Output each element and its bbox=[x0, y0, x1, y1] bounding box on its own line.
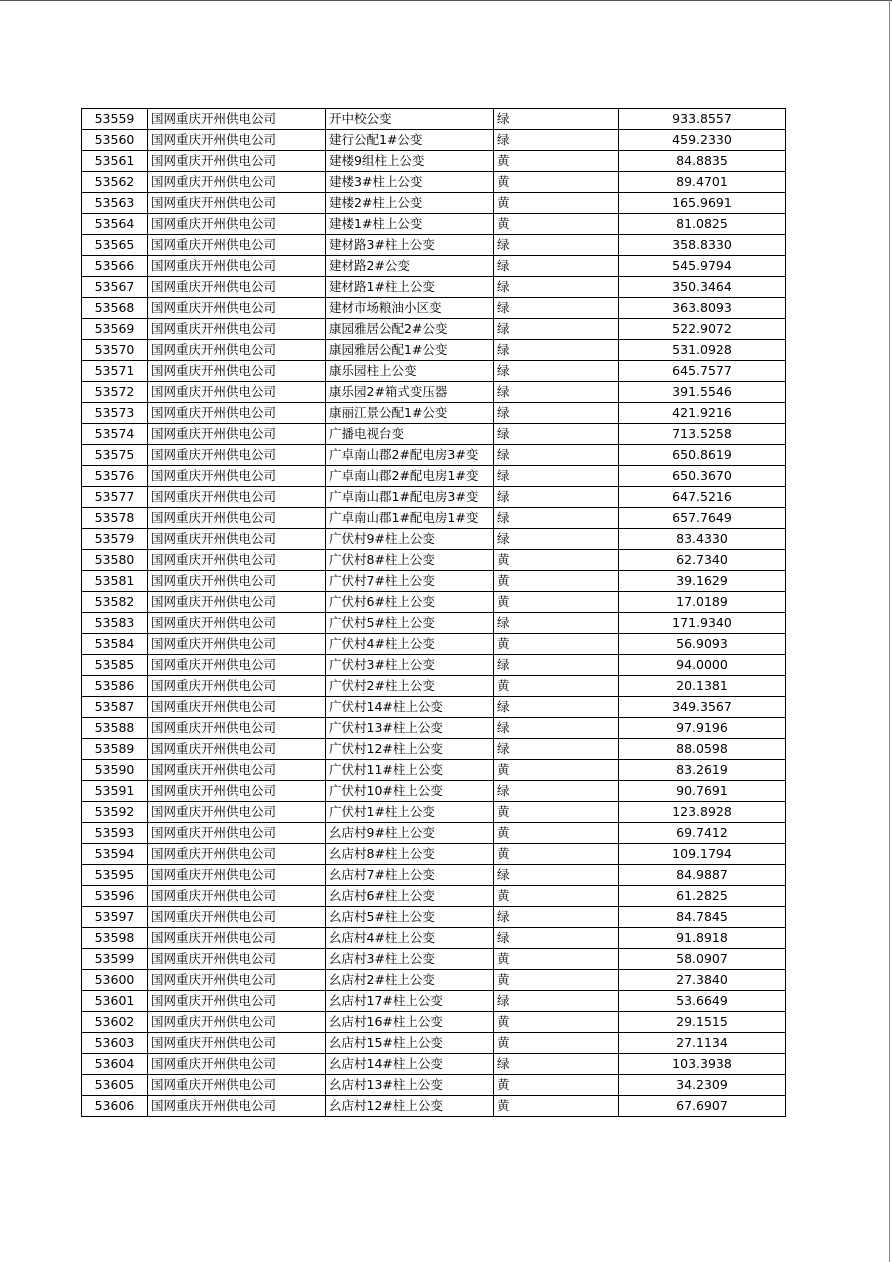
transformer-name-cell: 康乐园柱上公变 bbox=[326, 361, 494, 382]
status-cell: 绿 bbox=[494, 235, 619, 256]
table-row bbox=[82, 382, 786, 403]
company-cell: 国网重庆开州供电公司 bbox=[148, 697, 326, 718]
table-row bbox=[82, 109, 786, 130]
table-row bbox=[82, 550, 786, 571]
status-cell: 黄 bbox=[494, 676, 619, 697]
status-cell: 黄 bbox=[494, 151, 619, 172]
company-cell: 国网重庆开州供电公司 bbox=[148, 760, 326, 781]
transformer-name-cell: 康丽江景公配1#公变 bbox=[326, 403, 494, 424]
row-id-cell: 53593 bbox=[82, 823, 148, 844]
row-id-cell: 53569 bbox=[82, 319, 148, 340]
status-cell: 绿 bbox=[494, 109, 619, 130]
value-cell: 27.3840 bbox=[619, 970, 786, 991]
transformer-name-cell: 幺店村7#柱上公变 bbox=[326, 865, 494, 886]
row-id-cell: 53597 bbox=[82, 907, 148, 928]
company-cell: 国网重庆开州供电公司 bbox=[148, 739, 326, 760]
transformer-name-cell: 建行公配1#公变 bbox=[326, 130, 494, 151]
row-id-cell: 53575 bbox=[82, 445, 148, 466]
row-id-cell: 53586 bbox=[82, 676, 148, 697]
value-cell: 91.8918 bbox=[619, 928, 786, 949]
status-cell: 绿 bbox=[494, 340, 619, 361]
value-cell: 83.4330 bbox=[619, 529, 786, 550]
company-cell: 国网重庆开州供电公司 bbox=[148, 508, 326, 529]
transformer-name-cell: 广伏村14#柱上公变 bbox=[326, 697, 494, 718]
status-cell: 黄 bbox=[494, 1075, 619, 1096]
table-row bbox=[82, 298, 786, 319]
table-row bbox=[82, 760, 786, 781]
value-cell: 17.0189 bbox=[619, 592, 786, 613]
row-id-cell: 53563 bbox=[82, 193, 148, 214]
status-cell: 黄 bbox=[494, 634, 619, 655]
company-cell: 国网重庆开州供电公司 bbox=[148, 1075, 326, 1096]
row-id-cell: 53598 bbox=[82, 928, 148, 949]
transformer-name-cell: 幺店村3#柱上公变 bbox=[326, 949, 494, 970]
company-cell: 国网重庆开州供电公司 bbox=[148, 529, 326, 550]
table-row bbox=[82, 991, 786, 1012]
value-cell: 56.9093 bbox=[619, 634, 786, 655]
table-row bbox=[82, 466, 786, 487]
row-id-cell: 53585 bbox=[82, 655, 148, 676]
status-cell: 绿 bbox=[494, 655, 619, 676]
row-id-cell: 53576 bbox=[82, 466, 148, 487]
table-row bbox=[82, 865, 786, 886]
transformer-name-cell: 幺店村17#柱上公变 bbox=[326, 991, 494, 1012]
value-cell: 171.9340 bbox=[619, 613, 786, 634]
transformer-name-cell: 幺店村2#柱上公变 bbox=[326, 970, 494, 991]
value-cell: 545.9794 bbox=[619, 256, 786, 277]
status-cell: 黄 bbox=[494, 172, 619, 193]
row-id-cell: 53596 bbox=[82, 886, 148, 907]
company-cell: 国网重庆开州供电公司 bbox=[148, 172, 326, 193]
status-cell: 绿 bbox=[494, 487, 619, 508]
company-cell: 国网重庆开州供电公司 bbox=[148, 634, 326, 655]
value-cell: 391.5546 bbox=[619, 382, 786, 403]
status-cell: 绿 bbox=[494, 613, 619, 634]
status-cell: 绿 bbox=[494, 907, 619, 928]
value-cell: 713.5258 bbox=[619, 424, 786, 445]
page-top-border bbox=[0, 0, 892, 1]
value-cell: 358.8330 bbox=[619, 235, 786, 256]
status-cell: 黄 bbox=[494, 592, 619, 613]
row-id-cell: 53564 bbox=[82, 214, 148, 235]
row-id-cell: 53587 bbox=[82, 697, 148, 718]
status-cell: 绿 bbox=[494, 130, 619, 151]
transformer-name-cell: 建材市场粮油小区变 bbox=[326, 298, 494, 319]
company-cell: 国网重庆开州供电公司 bbox=[148, 298, 326, 319]
value-cell: 62.7340 bbox=[619, 550, 786, 571]
table-row bbox=[82, 571, 786, 592]
transformer-name-cell: 广伏村9#柱上公变 bbox=[326, 529, 494, 550]
table-row bbox=[82, 739, 786, 760]
table-row bbox=[82, 256, 786, 277]
transformer-name-cell: 建楼9组柱上公变 bbox=[326, 151, 494, 172]
transformer-name-cell: 广伏村5#柱上公变 bbox=[326, 613, 494, 634]
value-cell: 39.1629 bbox=[619, 571, 786, 592]
value-cell: 350.3464 bbox=[619, 277, 786, 298]
company-cell: 国网重庆开州供电公司 bbox=[148, 1033, 326, 1054]
status-cell: 绿 bbox=[494, 256, 619, 277]
status-cell: 黄 bbox=[494, 1096, 619, 1117]
company-cell: 国网重庆开州供电公司 bbox=[148, 466, 326, 487]
table-row bbox=[82, 403, 786, 424]
company-cell: 国网重庆开州供电公司 bbox=[148, 1096, 326, 1117]
table-row bbox=[82, 781, 786, 802]
transformer-name-cell: 广伏村11#柱上公变 bbox=[326, 760, 494, 781]
value-cell: 53.6649 bbox=[619, 991, 786, 1012]
value-cell: 88.0598 bbox=[619, 739, 786, 760]
transformer-name-cell: 幺店村6#柱上公变 bbox=[326, 886, 494, 907]
transformer-name-cell: 广卓南山郡2#配电房1#变 bbox=[326, 466, 494, 487]
company-cell: 国网重庆开州供电公司 bbox=[148, 214, 326, 235]
company-cell: 国网重庆开州供电公司 bbox=[148, 151, 326, 172]
status-cell: 绿 bbox=[494, 529, 619, 550]
value-cell: 531.0928 bbox=[619, 340, 786, 361]
status-cell: 绿 bbox=[494, 361, 619, 382]
transformer-name-cell: 广伏村2#柱上公变 bbox=[326, 676, 494, 697]
status-cell: 黄 bbox=[494, 844, 619, 865]
row-id-cell: 53591 bbox=[82, 781, 148, 802]
table-row bbox=[82, 592, 786, 613]
value-cell: 89.4701 bbox=[619, 172, 786, 193]
company-cell: 国网重庆开州供电公司 bbox=[148, 445, 326, 466]
company-cell: 国网重庆开州供电公司 bbox=[148, 361, 326, 382]
status-cell: 黄 bbox=[494, 760, 619, 781]
company-cell: 国网重庆开州供电公司 bbox=[148, 235, 326, 256]
transformer-name-cell: 开中校公变 bbox=[326, 109, 494, 130]
value-cell: 165.9691 bbox=[619, 193, 786, 214]
status-cell: 黄 bbox=[494, 949, 619, 970]
status-cell: 黄 bbox=[494, 970, 619, 991]
company-cell: 国网重庆开州供电公司 bbox=[148, 424, 326, 445]
status-cell: 绿 bbox=[494, 298, 619, 319]
company-cell: 国网重庆开州供电公司 bbox=[148, 970, 326, 991]
table-row bbox=[82, 214, 786, 235]
company-cell: 国网重庆开州供电公司 bbox=[148, 802, 326, 823]
row-id-cell: 53601 bbox=[82, 991, 148, 1012]
transformer-name-cell: 广卓南山郡1#配电房3#变 bbox=[326, 487, 494, 508]
row-id-cell: 53559 bbox=[82, 109, 148, 130]
row-id-cell: 53594 bbox=[82, 844, 148, 865]
transformer-name-cell: 幺店村5#柱上公变 bbox=[326, 907, 494, 928]
status-cell: 绿 bbox=[494, 697, 619, 718]
table-row bbox=[82, 613, 786, 634]
row-id-cell: 53604 bbox=[82, 1054, 148, 1075]
table-row bbox=[82, 949, 786, 970]
table-row bbox=[82, 424, 786, 445]
status-cell: 绿 bbox=[494, 277, 619, 298]
status-cell: 绿 bbox=[494, 928, 619, 949]
transformer-name-cell: 幺店村14#柱上公变 bbox=[326, 1054, 494, 1075]
company-cell: 国网重庆开州供电公司 bbox=[148, 781, 326, 802]
row-id-cell: 53603 bbox=[82, 1033, 148, 1054]
transformer-name-cell: 广卓南山郡2#配电房3#变 bbox=[326, 445, 494, 466]
company-cell: 国网重庆开州供电公司 bbox=[148, 949, 326, 970]
company-cell: 国网重庆开州供电公司 bbox=[148, 382, 326, 403]
value-cell: 97.9196 bbox=[619, 718, 786, 739]
transformer-name-cell: 广伏村13#柱上公变 bbox=[326, 718, 494, 739]
table-row bbox=[82, 151, 786, 172]
transformer-name-cell: 幺店村15#柱上公变 bbox=[326, 1033, 494, 1054]
row-id-cell: 53589 bbox=[82, 739, 148, 760]
row-id-cell: 53599 bbox=[82, 949, 148, 970]
transformer-name-cell: 建材路3#柱上公变 bbox=[326, 235, 494, 256]
company-cell: 国网重庆开州供电公司 bbox=[148, 319, 326, 340]
status-cell: 黄 bbox=[494, 550, 619, 571]
status-cell: 绿 bbox=[494, 508, 619, 529]
transformer-name-cell: 广伏村4#柱上公变 bbox=[326, 634, 494, 655]
table-row bbox=[82, 1033, 786, 1054]
table-row bbox=[82, 886, 786, 907]
row-id-cell: 53562 bbox=[82, 172, 148, 193]
value-cell: 349.3567 bbox=[619, 697, 786, 718]
row-id-cell: 53560 bbox=[82, 130, 148, 151]
table-row bbox=[82, 172, 786, 193]
value-cell: 90.7691 bbox=[619, 781, 786, 802]
value-cell: 363.8093 bbox=[619, 298, 786, 319]
company-cell: 国网重庆开州供电公司 bbox=[148, 487, 326, 508]
table-row bbox=[82, 1054, 786, 1075]
transformer-name-cell: 幺店村12#柱上公变 bbox=[326, 1096, 494, 1117]
row-id-cell: 53582 bbox=[82, 592, 148, 613]
row-id-cell: 53571 bbox=[82, 361, 148, 382]
transformer-table bbox=[81, 108, 786, 1117]
status-cell: 黄 bbox=[494, 886, 619, 907]
table-row bbox=[82, 193, 786, 214]
value-cell: 933.8557 bbox=[619, 109, 786, 130]
company-cell: 国网重庆开州供电公司 bbox=[148, 1054, 326, 1075]
status-cell: 黄 bbox=[494, 214, 619, 235]
row-id-cell: 53602 bbox=[82, 1012, 148, 1033]
table-row bbox=[82, 907, 786, 928]
value-cell: 94.0000 bbox=[619, 655, 786, 676]
table-row bbox=[82, 928, 786, 949]
value-cell: 83.2619 bbox=[619, 760, 786, 781]
row-id-cell: 53588 bbox=[82, 718, 148, 739]
value-cell: 123.8928 bbox=[619, 802, 786, 823]
table-row bbox=[82, 655, 786, 676]
table-row bbox=[82, 277, 786, 298]
table-row bbox=[82, 697, 786, 718]
row-id-cell: 53574 bbox=[82, 424, 148, 445]
status-cell: 绿 bbox=[494, 739, 619, 760]
transformer-name-cell: 建楼1#柱上公变 bbox=[326, 214, 494, 235]
value-cell: 84.8835 bbox=[619, 151, 786, 172]
status-cell: 绿 bbox=[494, 382, 619, 403]
table-row bbox=[82, 802, 786, 823]
value-cell: 58.0907 bbox=[619, 949, 786, 970]
table-row bbox=[82, 634, 786, 655]
row-id-cell: 53577 bbox=[82, 487, 148, 508]
company-cell: 国网重庆开州供电公司 bbox=[148, 613, 326, 634]
row-id-cell: 53573 bbox=[82, 403, 148, 424]
transformer-name-cell: 建楼2#柱上公变 bbox=[326, 193, 494, 214]
value-cell: 61.2825 bbox=[619, 886, 786, 907]
company-cell: 国网重庆开州供电公司 bbox=[148, 886, 326, 907]
transformer-name-cell: 广伏村8#柱上公变 bbox=[326, 550, 494, 571]
transformer-name-cell: 广伏村6#柱上公变 bbox=[326, 592, 494, 613]
table-row bbox=[82, 970, 786, 991]
company-cell: 国网重庆开州供电公司 bbox=[148, 991, 326, 1012]
row-id-cell: 53568 bbox=[82, 298, 148, 319]
status-cell: 黄 bbox=[494, 1012, 619, 1033]
table-row bbox=[82, 1096, 786, 1117]
value-cell: 647.5216 bbox=[619, 487, 786, 508]
table-row bbox=[82, 319, 786, 340]
transformer-name-cell: 幺店村13#柱上公变 bbox=[326, 1075, 494, 1096]
table-row bbox=[82, 361, 786, 382]
transformer-name-cell: 建楼3#柱上公变 bbox=[326, 172, 494, 193]
value-cell: 657.7649 bbox=[619, 508, 786, 529]
row-id-cell: 53567 bbox=[82, 277, 148, 298]
company-cell: 国网重庆开州供电公司 bbox=[148, 676, 326, 697]
status-cell: 绿 bbox=[494, 1054, 619, 1075]
transformer-name-cell: 广伏村10#柱上公变 bbox=[326, 781, 494, 802]
row-id-cell: 53572 bbox=[82, 382, 148, 403]
transformer-name-cell: 建材路2#公变 bbox=[326, 256, 494, 277]
transformer-name-cell: 广卓南山郡1#配电房1#变 bbox=[326, 508, 494, 529]
transformer-name-cell: 康乐园2#箱式变压器 bbox=[326, 382, 494, 403]
table-row bbox=[82, 508, 786, 529]
company-cell: 国网重庆开州供电公司 bbox=[148, 592, 326, 613]
transformer-name-cell: 幺店村16#柱上公变 bbox=[326, 1012, 494, 1033]
status-cell: 绿 bbox=[494, 718, 619, 739]
company-cell: 国网重庆开州供电公司 bbox=[148, 655, 326, 676]
value-cell: 34.2309 bbox=[619, 1075, 786, 1096]
company-cell: 国网重庆开州供电公司 bbox=[148, 130, 326, 151]
company-cell: 国网重庆开州供电公司 bbox=[148, 907, 326, 928]
status-cell: 黄 bbox=[494, 802, 619, 823]
company-cell: 国网重庆开州供电公司 bbox=[148, 193, 326, 214]
row-id-cell: 53565 bbox=[82, 235, 148, 256]
transformer-name-cell: 康园雅居公配2#公变 bbox=[326, 319, 494, 340]
row-id-cell: 53570 bbox=[82, 340, 148, 361]
transformer-name-cell: 幺店村8#柱上公变 bbox=[326, 844, 494, 865]
row-id-cell: 53561 bbox=[82, 151, 148, 172]
table-row bbox=[82, 718, 786, 739]
company-cell: 国网重庆开州供电公司 bbox=[148, 865, 326, 886]
table-row bbox=[82, 529, 786, 550]
value-cell: 27.1134 bbox=[619, 1033, 786, 1054]
status-cell: 黄 bbox=[494, 193, 619, 214]
table-row bbox=[82, 340, 786, 361]
value-cell: 650.8619 bbox=[619, 445, 786, 466]
table-row bbox=[82, 235, 786, 256]
company-cell: 国网重庆开州供电公司 bbox=[148, 844, 326, 865]
table-row bbox=[82, 823, 786, 844]
row-id-cell: 53581 bbox=[82, 571, 148, 592]
company-cell: 国网重庆开州供电公司 bbox=[148, 1012, 326, 1033]
company-cell: 国网重庆开州供电公司 bbox=[148, 823, 326, 844]
status-cell: 绿 bbox=[494, 781, 619, 802]
table-row bbox=[82, 844, 786, 865]
status-cell: 绿 bbox=[494, 991, 619, 1012]
row-id-cell: 53600 bbox=[82, 970, 148, 991]
value-cell: 67.6907 bbox=[619, 1096, 786, 1117]
row-id-cell: 53579 bbox=[82, 529, 148, 550]
table-row bbox=[82, 445, 786, 466]
row-id-cell: 53566 bbox=[82, 256, 148, 277]
row-id-cell: 53583 bbox=[82, 613, 148, 634]
value-cell: 29.1515 bbox=[619, 1012, 786, 1033]
company-cell: 国网重庆开州供电公司 bbox=[148, 277, 326, 298]
value-cell: 69.7412 bbox=[619, 823, 786, 844]
transformer-name-cell: 幺店村9#柱上公变 bbox=[326, 823, 494, 844]
company-cell: 国网重庆开州供电公司 bbox=[148, 928, 326, 949]
row-id-cell: 53595 bbox=[82, 865, 148, 886]
value-cell: 645.7577 bbox=[619, 361, 786, 382]
transformer-name-cell: 建材路1#柱上公变 bbox=[326, 277, 494, 298]
status-cell: 黄 bbox=[494, 571, 619, 592]
row-id-cell: 53590 bbox=[82, 760, 148, 781]
status-cell: 绿 bbox=[494, 403, 619, 424]
row-id-cell: 53580 bbox=[82, 550, 148, 571]
row-id-cell: 53584 bbox=[82, 634, 148, 655]
company-cell: 国网重庆开州供电公司 bbox=[148, 109, 326, 130]
value-cell: 459.2330 bbox=[619, 130, 786, 151]
status-cell: 绿 bbox=[494, 319, 619, 340]
transformer-name-cell: 幺店村4#柱上公变 bbox=[326, 928, 494, 949]
status-cell: 黄 bbox=[494, 823, 619, 844]
transformer-name-cell: 康园雅居公配1#公变 bbox=[326, 340, 494, 361]
transformer-name-cell: 广伏村7#柱上公变 bbox=[326, 571, 494, 592]
page-right-border bbox=[889, 0, 890, 1262]
row-id-cell: 53592 bbox=[82, 802, 148, 823]
value-cell: 109.1794 bbox=[619, 844, 786, 865]
row-id-cell: 53605 bbox=[82, 1075, 148, 1096]
status-cell: 绿 bbox=[494, 865, 619, 886]
company-cell: 国网重庆开州供电公司 bbox=[148, 550, 326, 571]
table-row bbox=[82, 130, 786, 151]
table-row bbox=[82, 1012, 786, 1033]
company-cell: 国网重庆开州供电公司 bbox=[148, 571, 326, 592]
company-cell: 国网重庆开州供电公司 bbox=[148, 340, 326, 361]
table-row bbox=[82, 1075, 786, 1096]
company-cell: 国网重庆开州供电公司 bbox=[148, 256, 326, 277]
status-cell: 绿 bbox=[494, 466, 619, 487]
table-row bbox=[82, 487, 786, 508]
table-body bbox=[82, 109, 786, 1117]
value-cell: 421.9216 bbox=[619, 403, 786, 424]
status-cell: 绿 bbox=[494, 424, 619, 445]
table-row bbox=[82, 676, 786, 697]
transformer-name-cell: 广伏村1#柱上公变 bbox=[326, 802, 494, 823]
value-cell: 81.0825 bbox=[619, 214, 786, 235]
value-cell: 650.3670 bbox=[619, 466, 786, 487]
company-cell: 国网重庆开州供电公司 bbox=[148, 403, 326, 424]
value-cell: 84.7845 bbox=[619, 907, 786, 928]
status-cell: 绿 bbox=[494, 445, 619, 466]
value-cell: 20.1381 bbox=[619, 676, 786, 697]
value-cell: 84.9887 bbox=[619, 865, 786, 886]
transformer-name-cell: 广播电视台变 bbox=[326, 424, 494, 445]
value-cell: 522.9072 bbox=[619, 319, 786, 340]
company-cell: 国网重庆开州供电公司 bbox=[148, 718, 326, 739]
value-cell: 103.3938 bbox=[619, 1054, 786, 1075]
row-id-cell: 53606 bbox=[82, 1096, 148, 1117]
transformer-name-cell: 广伏村3#柱上公变 bbox=[326, 655, 494, 676]
transformer-name-cell: 广伏村12#柱上公变 bbox=[326, 739, 494, 760]
row-id-cell: 53578 bbox=[82, 508, 148, 529]
status-cell: 黄 bbox=[494, 1033, 619, 1054]
